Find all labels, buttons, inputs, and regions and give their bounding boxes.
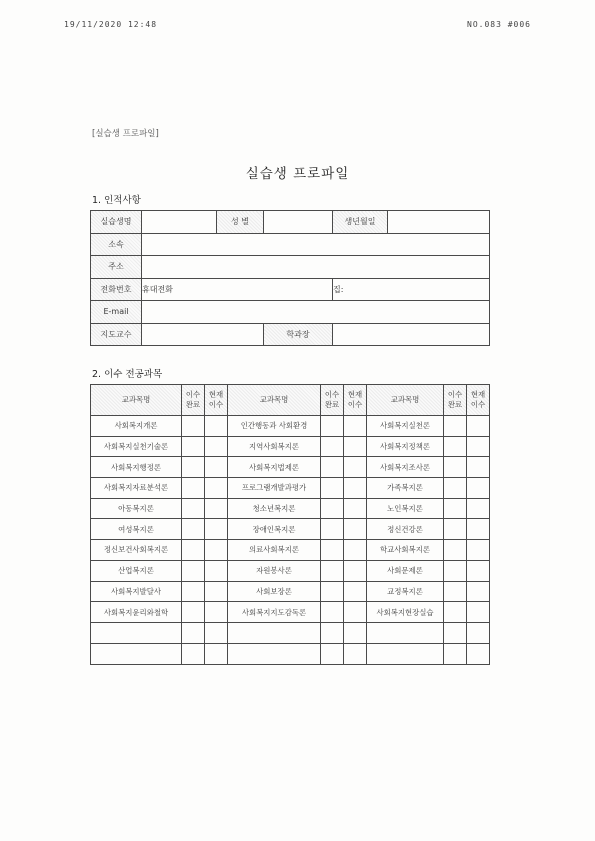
course-subject: 사회복지자료분석론 bbox=[91, 478, 182, 499]
field-mobile[interactable] bbox=[142, 278, 333, 301]
checkbox-current[interactable] bbox=[205, 560, 228, 581]
course-subject: 사회복지조사론 bbox=[367, 457, 444, 478]
field-home-phone[interactable] bbox=[333, 278, 490, 301]
table-row bbox=[91, 581, 490, 602]
course-subject: 사회복지발달사 bbox=[91, 581, 182, 602]
courses-table bbox=[90, 384, 490, 665]
checkbox-current[interactable] bbox=[344, 581, 367, 602]
checkbox-completed[interactable] bbox=[444, 602, 467, 623]
label-address: 주소 bbox=[91, 256, 142, 279]
fax-page-info: NO.083 #006 bbox=[467, 20, 531, 29]
course-subject: 사회복지행정론 bbox=[91, 457, 182, 478]
checkbox-current[interactable] bbox=[467, 436, 490, 457]
checkbox-completed[interactable] bbox=[444, 478, 467, 499]
checkbox-current[interactable] bbox=[205, 416, 228, 437]
checkbox-completed[interactable] bbox=[444, 519, 467, 540]
checkbox-current[interactable] bbox=[205, 540, 228, 561]
course-subject: 사회보장론 bbox=[228, 581, 321, 602]
checkbox-completed[interactable] bbox=[444, 498, 467, 519]
checkbox-current[interactable] bbox=[205, 478, 228, 499]
checkbox-completed[interactable] bbox=[321, 436, 344, 457]
course-subject: 인간행동과 사회환경 bbox=[228, 416, 321, 437]
header-completed-2: 이수 완료 bbox=[321, 385, 344, 416]
checkbox-completed[interactable] bbox=[321, 622, 344, 643]
course-subject: 정신건강론 bbox=[367, 519, 444, 540]
field-affiliation[interactable] bbox=[142, 233, 490, 256]
header-completed-1: 이수 완료 bbox=[182, 385, 205, 416]
checkbox-completed[interactable] bbox=[182, 457, 205, 478]
checkbox-completed[interactable] bbox=[444, 540, 467, 561]
checkbox-completed[interactable] bbox=[444, 643, 467, 664]
course-subject: 교정복지론 bbox=[367, 581, 444, 602]
course-subject: 지역사회복지론 bbox=[228, 436, 321, 457]
label-email: E-mail bbox=[91, 301, 142, 324]
label-birth: 생년월일 bbox=[333, 211, 388, 234]
checkbox-current[interactable] bbox=[205, 457, 228, 478]
checkbox-completed[interactable] bbox=[321, 416, 344, 437]
checkbox-current[interactable] bbox=[344, 478, 367, 499]
checkbox-completed[interactable] bbox=[444, 560, 467, 581]
checkbox-completed[interactable] bbox=[321, 498, 344, 519]
header-subject-3: 교과목명 bbox=[367, 385, 444, 416]
course-subject: 사회복지법제론 bbox=[228, 457, 321, 478]
checkbox-current[interactable] bbox=[344, 643, 367, 664]
table-row bbox=[91, 560, 490, 581]
checkbox-current[interactable] bbox=[344, 457, 367, 478]
page-title: 실습생 프로파일 bbox=[245, 166, 350, 182]
table-row bbox=[91, 643, 490, 664]
checkbox-completed[interactable] bbox=[444, 436, 467, 457]
header-subject-1: 교과목명 bbox=[91, 385, 182, 416]
field-birth[interactable] bbox=[388, 211, 490, 234]
label-home: 집: bbox=[333, 284, 344, 294]
course-subject: 의료사회복지론 bbox=[228, 540, 321, 561]
checkbox-current[interactable] bbox=[467, 540, 490, 561]
course-subject: 가족복지론 bbox=[367, 478, 444, 499]
checkbox-current[interactable] bbox=[205, 602, 228, 623]
label-gender: 성 별 bbox=[217, 211, 264, 234]
course-subject: 사회복지현장실습 bbox=[367, 602, 444, 623]
checkbox-current[interactable] bbox=[344, 540, 367, 561]
course-subject bbox=[91, 622, 182, 643]
checkbox-completed[interactable] bbox=[182, 436, 205, 457]
label-phone: 전화번호 bbox=[91, 278, 142, 301]
checkbox-current[interactable] bbox=[205, 519, 228, 540]
header-current-1: 현재 이수 bbox=[205, 385, 228, 416]
checkbox-current[interactable] bbox=[344, 622, 367, 643]
checkbox-current[interactable] bbox=[467, 416, 490, 437]
checkbox-current[interactable] bbox=[344, 416, 367, 437]
checkbox-completed[interactable] bbox=[182, 602, 205, 623]
checkbox-current[interactable] bbox=[344, 602, 367, 623]
table-row bbox=[91, 478, 490, 499]
course-subject: 자원봉사론 bbox=[228, 560, 321, 581]
label-mobile: 휴대전화 bbox=[142, 284, 173, 294]
checkbox-completed[interactable] bbox=[182, 498, 205, 519]
checkbox-current[interactable] bbox=[467, 622, 490, 643]
checkbox-current[interactable] bbox=[467, 498, 490, 519]
table-row bbox=[91, 457, 490, 478]
checkbox-completed[interactable] bbox=[182, 416, 205, 437]
table-row bbox=[91, 622, 490, 643]
course-subject: 사회문제론 bbox=[367, 560, 444, 581]
checkbox-completed[interactable] bbox=[182, 519, 205, 540]
table-row bbox=[91, 498, 490, 519]
course-subject: 여성복지론 bbox=[91, 519, 182, 540]
checkbox-current[interactable] bbox=[205, 622, 228, 643]
checkbox-current[interactable] bbox=[344, 560, 367, 581]
checkbox-completed[interactable] bbox=[321, 540, 344, 561]
checkbox-current[interactable] bbox=[205, 498, 228, 519]
header-current-2: 현재 이수 bbox=[344, 385, 367, 416]
course-subject bbox=[228, 643, 321, 664]
checkbox-completed[interactable] bbox=[182, 581, 205, 602]
course-subject bbox=[91, 643, 182, 664]
label-advisor: 지도교수 bbox=[91, 323, 142, 346]
checkbox-current[interactable] bbox=[344, 436, 367, 457]
checkbox-completed[interactable] bbox=[444, 457, 467, 478]
checkbox-completed[interactable] bbox=[321, 478, 344, 499]
course-subject: 장애인복지론 bbox=[228, 519, 321, 540]
checkbox-completed[interactable] bbox=[182, 478, 205, 499]
header-subject-2: 교과목명 bbox=[228, 385, 321, 416]
course-subject bbox=[367, 622, 444, 643]
checkbox-completed[interactable] bbox=[321, 643, 344, 664]
checkbox-completed[interactable] bbox=[444, 622, 467, 643]
checkbox-completed[interactable] bbox=[321, 581, 344, 602]
header-current-3: 현재 이수 bbox=[467, 385, 490, 416]
course-subject: 사회복지개론 bbox=[91, 416, 182, 437]
course-subject: 정신보건사회복지론 bbox=[91, 540, 182, 561]
course-subject: 사회복지지도감독론 bbox=[228, 602, 321, 623]
section-courses-heading: 2. 이수 전공과목 bbox=[92, 369, 163, 380]
course-subject: 사회복지윤리와철학 bbox=[91, 602, 182, 623]
checkbox-current[interactable] bbox=[344, 519, 367, 540]
header-completed-3: 이수 완료 bbox=[444, 385, 467, 416]
label-affiliation: 소속 bbox=[91, 233, 142, 256]
field-advisor[interactable] bbox=[142, 323, 264, 346]
checkbox-current[interactable] bbox=[205, 436, 228, 457]
checkbox-current[interactable] bbox=[344, 498, 367, 519]
personal-info-table bbox=[90, 210, 490, 346]
checkbox-completed[interactable] bbox=[321, 519, 344, 540]
table-row bbox=[91, 540, 490, 561]
checkbox-current[interactable] bbox=[467, 519, 490, 540]
checkbox-current[interactable] bbox=[205, 643, 228, 664]
checkbox-completed[interactable] bbox=[321, 457, 344, 478]
course-subject bbox=[367, 643, 444, 664]
section-personal-heading: 1. 인적사항 bbox=[92, 195, 141, 206]
checkbox-current[interactable] bbox=[467, 602, 490, 623]
label-name: 실습생명 bbox=[91, 211, 142, 234]
checkbox-current[interactable] bbox=[467, 560, 490, 581]
checkbox-completed[interactable] bbox=[182, 560, 205, 581]
course-subject: 청소년복지론 bbox=[228, 498, 321, 519]
course-subject: 사회복지정책론 bbox=[367, 436, 444, 457]
checkbox-completed[interactable] bbox=[182, 622, 205, 643]
checkbox-completed[interactable] bbox=[444, 581, 467, 602]
document-label: [실습생 프로파일] bbox=[92, 129, 159, 139]
table-row bbox=[91, 436, 490, 457]
checkbox-current[interactable] bbox=[467, 581, 490, 602]
checkbox-current[interactable] bbox=[205, 581, 228, 602]
fax-datetime: 19/11/2020 12:48 bbox=[64, 20, 158, 29]
field-email[interactable] bbox=[142, 301, 490, 324]
checkbox-current[interactable] bbox=[467, 643, 490, 664]
course-subject: 학교사회복지론 bbox=[367, 540, 444, 561]
checkbox-completed[interactable] bbox=[182, 540, 205, 561]
table-row bbox=[91, 416, 490, 437]
field-name[interactable] bbox=[142, 211, 217, 234]
checkbox-completed[interactable] bbox=[444, 416, 467, 437]
checkbox-completed[interactable] bbox=[321, 602, 344, 623]
course-subject: 산업복지론 bbox=[91, 560, 182, 581]
field-dept-head[interactable] bbox=[333, 323, 490, 346]
label-dept-head: 학과장 bbox=[264, 323, 333, 346]
course-subject: 사회복지실천기술론 bbox=[91, 436, 182, 457]
course-subject: 아동복지론 bbox=[91, 498, 182, 519]
table-row bbox=[91, 602, 490, 623]
table-row bbox=[91, 519, 490, 540]
course-rows bbox=[91, 416, 490, 665]
checkbox-current[interactable] bbox=[467, 457, 490, 478]
course-subject bbox=[228, 622, 321, 643]
course-subject: 프로그램개발과평가 bbox=[228, 478, 321, 499]
checkbox-completed[interactable] bbox=[182, 643, 205, 664]
checkbox-current[interactable] bbox=[467, 478, 490, 499]
field-address[interactable] bbox=[142, 256, 490, 279]
course-subject: 노인복지론 bbox=[367, 498, 444, 519]
course-subject: 사회복지실천론 bbox=[367, 416, 444, 437]
checkbox-completed[interactable] bbox=[321, 560, 344, 581]
field-gender[interactable] bbox=[264, 211, 333, 234]
